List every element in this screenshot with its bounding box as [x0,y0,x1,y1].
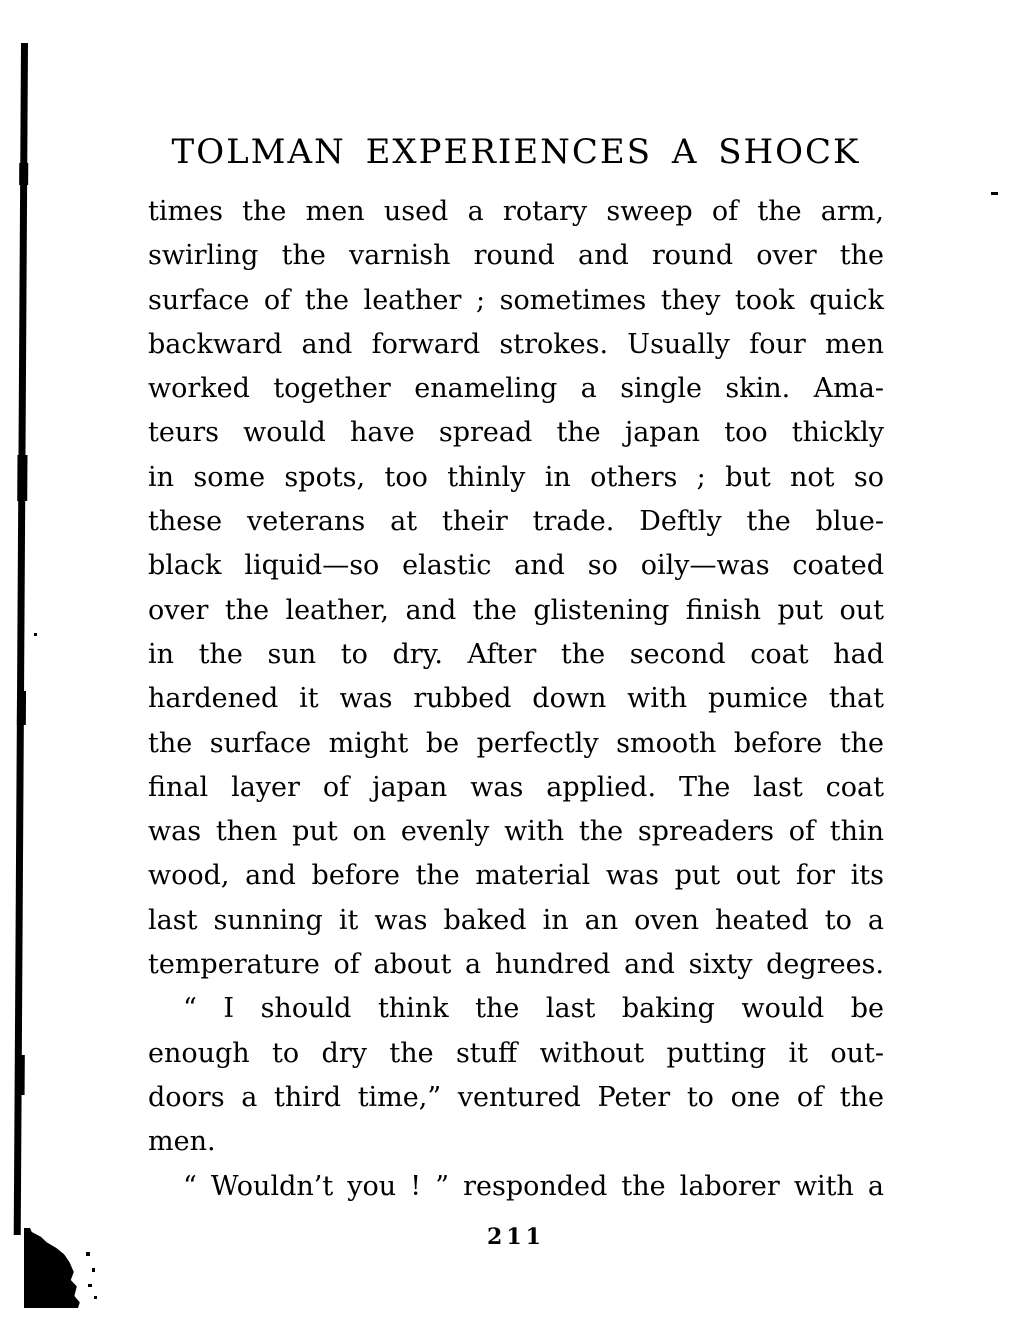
ink-blot-speckle [88,1284,92,1287]
binding-line-bump [17,455,27,501]
page-number: 211 [487,1224,545,1250]
chapter-title: TOLMAN EXPERIENCES A SHOCK [171,132,861,172]
ink-blot-speckle [92,1268,95,1272]
text-line: these veterans at their trade. Deftly the blue- [148,506,884,538]
text-line: over the leather, and the glistening finish put out [148,594,884,626]
binding-line-bump [16,1055,25,1095]
text-line: in the sun to dry. After the second coat had [148,638,884,670]
binding-line-bump [17,691,26,725]
text-line: enough to dry the stuff without putting it out- [148,1037,884,1069]
text-line: doors a third time,” ventured Peter to one of the [148,1081,884,1113]
text-line: black liquid—so elastic and so oily—was coated [148,550,884,582]
text-line: worked together enameling a single skin. Ama- [148,373,884,405]
text-line: the surface might be perfectly smooth before the [148,727,884,759]
ink-blot-speckle [86,1252,90,1256]
text-line: last sunning it was baked in an oven heated to a [148,904,884,936]
ink-blot-speckle [94,1296,97,1299]
text-line: hardened it was rubbed down with pumice that [148,683,884,715]
text-line: backward and forward strokes. Usually four men [148,328,884,360]
text-line: in some spots, too thinly in others ; but not so [148,461,884,493]
text-line: “ I should think the last baking would be [183,993,884,1025]
text-line: teurs would have spread the japan too thickly [148,417,884,449]
text-line: wood, and before the material was put out for its [148,860,884,892]
text-line: surface of the leather ; sometimes they took quick [148,284,884,316]
binding-line-bump [19,163,28,185]
binding-edge-line [14,43,28,1235]
scan-speck-dot [34,633,37,636]
ink-blot [24,1228,84,1308]
text-line: men. [148,1126,216,1158]
text-line: “ Wouldn’t you ! ” responded the laborer with a [183,1170,884,1202]
text-line: times the men used a rotary sweep of the arm, [148,196,884,227]
text-line: was then put on evenly with the spreaders of thin [148,816,884,848]
body-text-block [148,190,884,1209]
text-line: final layer of japan was applied. The last coat [148,771,884,803]
scan-speck-dash [991,192,998,195]
text-line: swirling the varnish round and round over the [148,240,884,272]
text-line: temperature of about a hundred and sixty degrees. [148,949,884,981]
